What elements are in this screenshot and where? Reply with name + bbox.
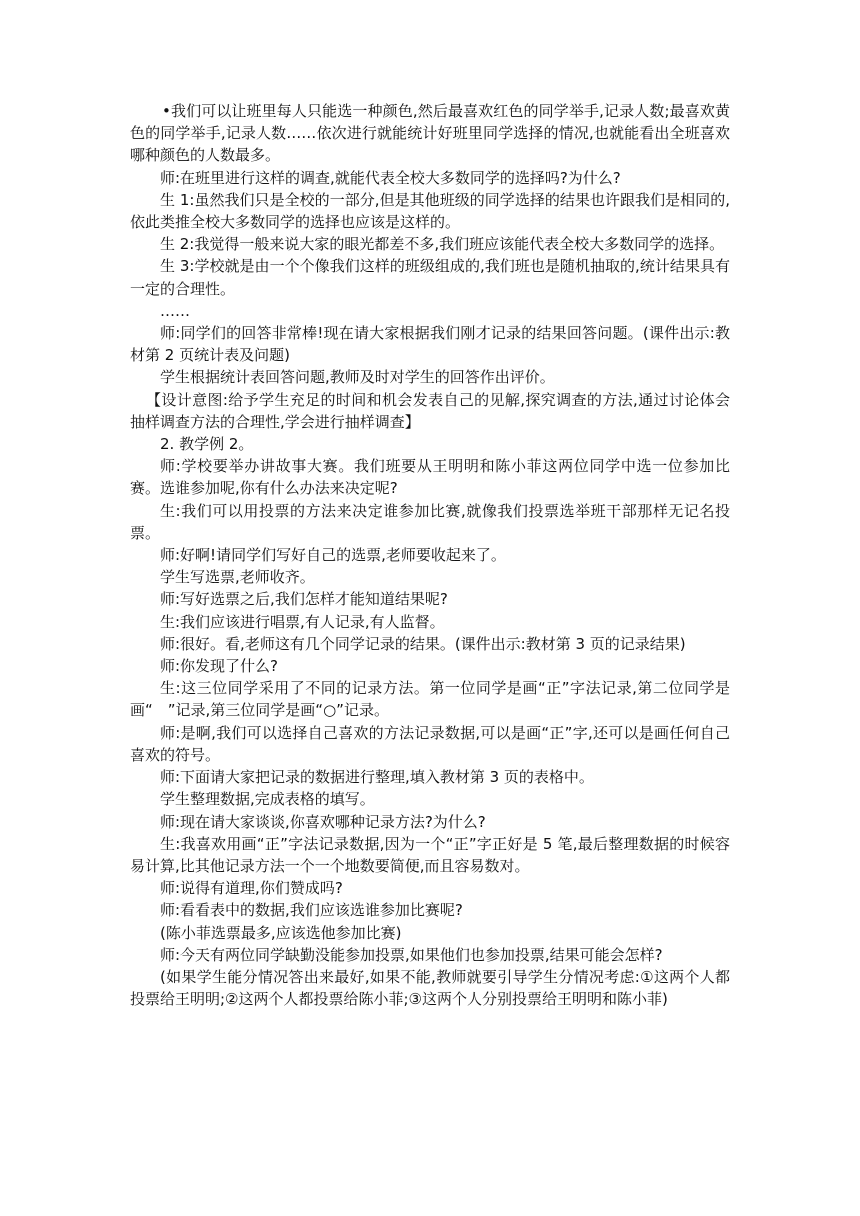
paragraph: 师:学校要举办讲故事大赛。我们班要从王明明和陈小菲这两位同学中选一位参加比赛。选谁参加呢,你有什么办法来决定呢? — [130, 457, 730, 498]
paragraph: 学生整理数据,完成表格的填写。 — [160, 790, 375, 809]
paragraph: 师:现在请大家谈谈,你喜欢哪种记录方法?为什么? — [160, 812, 486, 831]
paragraph: 生 2:我觉得一般来说大家的眼光都差不多,我们班应该能代表全校大多数同学的选择。 — [160, 235, 725, 254]
paragraph: 师:看看表中的数据,我们应该选谁参加比赛呢? — [160, 901, 463, 920]
paragraph: 学生根据统计表回答问题,教师及时对学生的回答作出评价。 — [160, 368, 555, 387]
ellipsis-line: …… — [160, 301, 190, 320]
paragraph: 生 3:学校就是由一个个像我们这样的班级组成的,我们班也是随机抽取的,统计结果具有一定的合理性。 — [130, 257, 730, 298]
lesson-text — [130, 100, 730, 1010]
paragraph: 师:在班里进行这样的调查,就能代表全校大多数同学的选择吗?为什么? — [160, 168, 621, 187]
paragraph: 师:很好。看,老师这有几个同学记录的结果。(课件出示:教材第 3 页的记录结果) — [160, 634, 686, 653]
paragraph: (如果学生能分情况答出来最好,如果不能,教师就要引导学生分情况考虑:①这两个人都投票给王明明;②这两个人都投票给陈小菲;③这两个人分别投票给王明明和陈小菲) — [130, 967, 730, 1009]
paragraph: 师:说得有道理,你们赞成吗? — [160, 879, 343, 898]
paragraph: 生:我们可以用投票的方法来决定谁参加比赛,就像我们投票选举班干部那样无记名投票。 — [130, 501, 730, 542]
paragraph: •我们可以让班里每人只能选一种颜色,然后最喜欢红色的同学举手,记录人数;最喜欢黄色的同学举手,记录人数……依次进行就能统计好班里同学选择的情况,也就能看出全班喜欢哪种颜色的人数最多。 — [130, 102, 730, 165]
paragraph: 生:这三位同学采用了不同的记录方法。第一位同学是画“正”字法记录,第二位同学是画“ ”记录,第三位同学是画“○”记录。 — [130, 679, 730, 720]
paragraph: 师:写好选票之后,我们怎样才能知道结果呢? — [160, 590, 448, 609]
paragraph: 生:我喜欢用画“正”字法记录数据,因为一个“正”字正好是 5 笔,最后整理数据的时候容易计算,比其他记录方法一个一个地数要简便,而且容易数对。 — [130, 834, 730, 875]
paragraph: 师:好啊!请同学们写好自己的选票,老师要收起来了。 — [160, 546, 506, 565]
paragraph: 师:是啊,我们可以选择自己喜欢的方法记录数据,可以是画“正”字,还可以是画任何自己喜欢的符号。 — [130, 723, 730, 764]
design-intent-note: 【设计意图:给予学生充足的时间和机会发表自己的见解,探究调查的方法,通过讨论体会抽样调查方法的合理性,学会进行抽样调查】 — [130, 390, 730, 431]
paragraph: 生 1:虽然我们只是全校的一部分,但是其他班级的同学选择的结果也许跟我们是相同的,依此类推全校大多数同学的选择也应该是这样的。 — [130, 190, 730, 232]
paragraph: 学生写选票,老师收齐。 — [160, 568, 315, 587]
paragraph: 师:同学们的回答非常棒!现在请大家根据我们刚才记录的结果回答问题。(课件出示:教材第 2 页统计表及问题) — [130, 324, 730, 365]
section-heading: 2. 教学例 2。 — [160, 435, 254, 454]
paragraph: 师:今天有两位同学缺勤没能参加投票,如果他们也参加投票,结果可能会怎样? — [160, 945, 663, 964]
paragraph: 师:下面请大家把记录的数据进行整理,填入教材第 3 页的表格中。 — [160, 768, 594, 787]
paragraph: 生:我们应该进行唱票,有人记录,有人监督。 — [160, 612, 445, 631]
paragraph: 师:你发现了什么? — [160, 657, 279, 676]
paragraph: (陈小菲选票最多,应该选他参加比赛) — [160, 923, 402, 942]
